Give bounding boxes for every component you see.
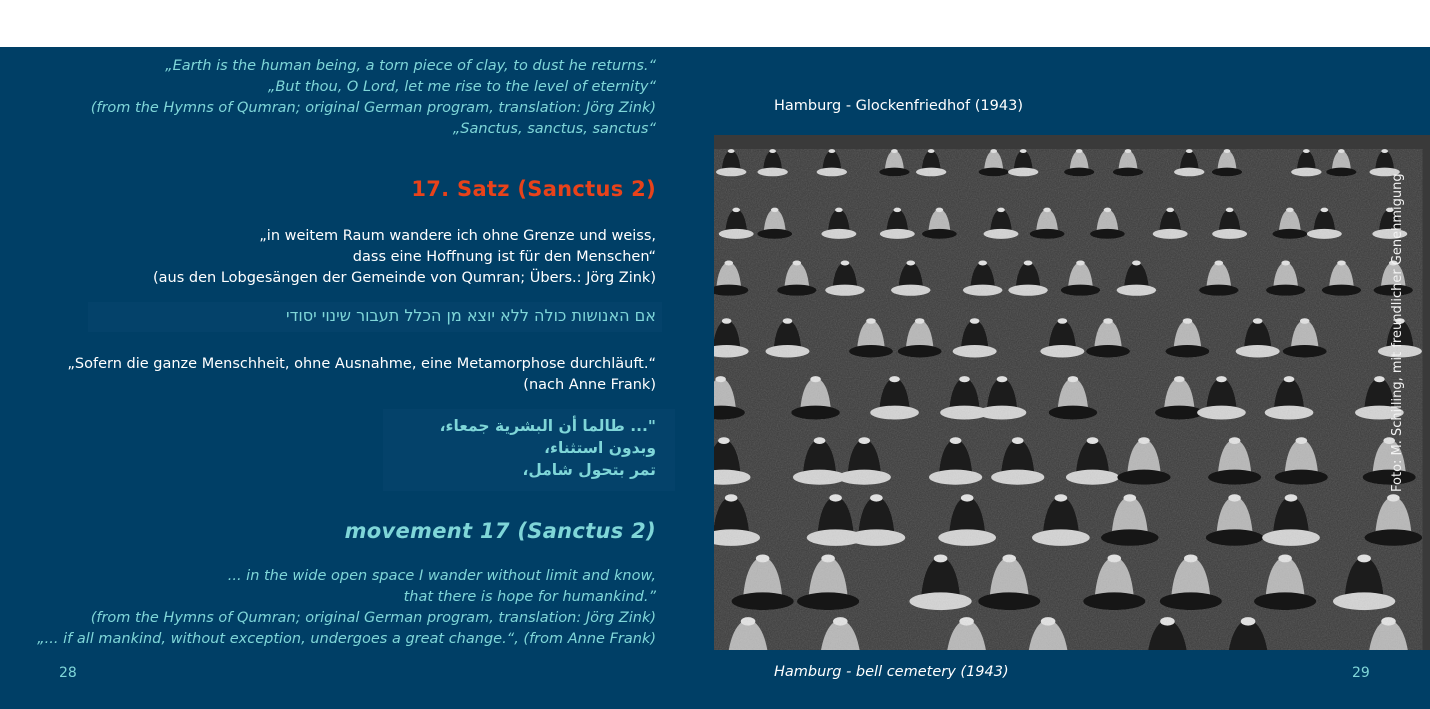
bell-crown: [1125, 149, 1132, 153]
bell-rim: [1262, 529, 1320, 545]
hebrew-text: אם האנושות כולה ללא יוצא מן הכלל תעבור שינוי יסודי: [286, 306, 656, 325]
bell-rim: [1307, 229, 1342, 239]
bell-rim: [922, 229, 957, 239]
frank-line: „Sofern die ganze Menschheit, ohne Ausnahme, eine Metamorphose durchläuft.“: [67, 356, 656, 372]
bell-crown: [1166, 208, 1174, 212]
bell-rim: [777, 285, 816, 296]
bell-rim: [991, 470, 1044, 485]
intro-line: (from the Hymns of Qumran; original German program, translation: Jörg Zink): [90, 100, 656, 116]
bell-crown: [741, 617, 756, 625]
bell-crown: [959, 617, 974, 625]
bell-crown: [1002, 555, 1016, 563]
bell-rim: [1206, 529, 1264, 545]
bell-crown: [1055, 494, 1068, 501]
bell-crown: [1087, 437, 1099, 444]
bell-rim: [1212, 229, 1247, 239]
bell-rim: [963, 285, 1002, 296]
bell-crown: [1286, 208, 1294, 212]
bell-crown: [829, 149, 836, 153]
bell-rim: [1064, 168, 1094, 177]
bell-rim: [1061, 285, 1100, 296]
bell-crown: [829, 494, 842, 501]
bell-rim: [821, 229, 856, 239]
bell-crown: [1024, 261, 1033, 266]
bell-crown: [1107, 555, 1121, 563]
bell-crown: [1076, 149, 1083, 153]
bell-crown: [1229, 437, 1241, 444]
bell-crown: [725, 494, 738, 501]
bell-rim: [879, 168, 909, 177]
bell-cemetery-photo: [714, 135, 1430, 650]
bell-rim: [870, 406, 919, 420]
bell-rim: [978, 406, 1027, 420]
bell-rim: [838, 470, 891, 485]
english-line: that there is hope for humankind.”: [403, 589, 656, 605]
bell-rim: [1272, 229, 1307, 239]
bell-crown: [732, 208, 740, 212]
bell-crown: [997, 376, 1008, 382]
bell-crown: [1020, 149, 1027, 153]
bell-crown: [769, 149, 776, 153]
bell-rim: [1197, 406, 1246, 420]
english-quote: [37, 566, 656, 650]
bell-rim: [1040, 345, 1084, 358]
bell-crown: [1160, 617, 1175, 625]
bell-rim: [898, 345, 942, 358]
bell-rim: [1153, 229, 1188, 239]
bell-crown: [906, 261, 915, 266]
english-line: (from the Hymns of Qumran; original German program, translation: Jörg Zink): [90, 610, 656, 626]
bell-crown: [835, 208, 843, 212]
bell-rim: [1291, 168, 1321, 177]
bell-rim: [719, 229, 754, 239]
bell-rim: [1165, 345, 1209, 358]
frank-line: (nach Anne Frank): [523, 377, 656, 393]
bell-rim: [732, 592, 794, 610]
page-number-left: 28: [59, 665, 77, 681]
bell-crown: [1104, 208, 1112, 212]
bell-crown: [1278, 555, 1292, 563]
bell-rim: [1101, 529, 1159, 545]
bell-rim: [978, 592, 1040, 610]
intro-english-quote: [91, 56, 656, 140]
bell-rim: [1266, 285, 1305, 296]
bell-rim: [1160, 592, 1222, 610]
bell-crown: [821, 555, 835, 563]
bell-crown: [997, 208, 1005, 212]
bell-rim: [953, 345, 997, 358]
bell-rim: [929, 470, 982, 485]
bell-rim: [849, 345, 893, 358]
bell-crown: [1253, 318, 1263, 324]
bell-rim: [1254, 592, 1316, 610]
bell-rim: [1030, 229, 1065, 239]
bell-crown: [1281, 261, 1290, 266]
page-number-right: 29: [1352, 665, 1370, 681]
bell-crown: [1174, 376, 1185, 382]
bell-crown: [1186, 149, 1193, 153]
bell-rim: [1265, 406, 1314, 420]
bell-crown: [783, 318, 793, 324]
bell-rim: [1275, 470, 1328, 485]
bell-crown: [722, 318, 732, 324]
bell-rim: [909, 592, 971, 610]
bell-rim: [1083, 592, 1145, 610]
intro-line: „But thou, O Lord, let me rise to the level of eternity“: [267, 79, 656, 95]
bell-rim: [765, 345, 809, 358]
arabic-line: "... طالما أن البشرية جمعاء،: [439, 417, 656, 435]
bell-crown: [893, 208, 901, 212]
bell-crown: [970, 318, 980, 324]
bell-crown: [1241, 617, 1256, 625]
bell-rim: [979, 168, 1009, 177]
bell-rim: [1236, 345, 1280, 358]
photo-credit: Foto: M. Schilling, mit freundlicher Genehmigung: [1390, 173, 1405, 492]
heading-german: 17. Satz (Sanctus 2): [411, 177, 656, 201]
bell-rim: [1117, 470, 1170, 485]
bell-rim: [1212, 168, 1242, 177]
bell-rim: [757, 229, 792, 239]
bell-cemetery-image: [714, 135, 1430, 650]
bell-rim: [817, 168, 847, 177]
bell-rim: [984, 229, 1019, 239]
bell-crown: [1381, 617, 1396, 625]
bell-crown: [936, 208, 944, 212]
bell-crown: [928, 149, 935, 153]
photo-caption-german: Hamburg - Glockenfriedhof (1943): [774, 98, 1023, 114]
bell-rim: [938, 529, 996, 545]
bell-crown: [1381, 149, 1388, 153]
german-line: „in weitem Raum wandere ich ohne Grenze und weiss,: [259, 228, 656, 244]
bell-crown: [1068, 376, 1079, 382]
bell-crown: [1284, 376, 1295, 382]
german-quote: [153, 226, 656, 289]
bell-crown: [1216, 376, 1227, 382]
bell-crown: [1103, 318, 1113, 324]
bell-rim: [825, 285, 864, 296]
bell-crown: [1374, 376, 1385, 382]
bell-crown: [978, 261, 987, 266]
bell-crown: [1337, 261, 1346, 266]
bell-rim: [1008, 168, 1038, 177]
bell-rim: [1086, 345, 1130, 358]
bell-rim: [1113, 168, 1143, 177]
booklet-spread: [0, 47, 1430, 709]
bell-crown: [1041, 617, 1056, 625]
bell-rim: [791, 406, 840, 420]
bell-crown: [771, 208, 779, 212]
left-page: [0, 47, 656, 709]
bell-crown: [858, 437, 870, 444]
bell-crown: [1138, 437, 1150, 444]
arabic-line: وبدون استثناء،: [544, 439, 656, 457]
bell-crown: [793, 261, 802, 266]
bell-rim: [880, 229, 915, 239]
bell-crown: [990, 149, 997, 153]
bell-crown: [833, 617, 848, 625]
bell-rim: [1049, 406, 1098, 420]
bell-crown: [1338, 149, 1345, 153]
bell-crown: [889, 376, 900, 382]
bell-crown: [1300, 318, 1310, 324]
bell-crown: [1184, 555, 1198, 563]
bell-crown: [728, 149, 735, 153]
english-line: ... in the wide open space I wander without limit and know,: [227, 568, 656, 584]
bell-crown: [866, 318, 876, 324]
german-line: (aus den Lobgesängen der Gemeinde von Qumran; Übers.: Jörg Zink): [153, 270, 656, 286]
bell-rim: [1155, 406, 1204, 420]
anne-frank-german: [67, 354, 656, 396]
bell-crown: [1183, 318, 1193, 324]
bell-rim: [797, 592, 859, 610]
bell-rim: [1208, 470, 1261, 485]
bell-rim: [716, 168, 746, 177]
bell-crown: [1387, 494, 1400, 501]
bell-crown: [756, 555, 770, 563]
bell-crown: [715, 376, 726, 382]
bell-crown: [891, 149, 898, 153]
bell-crown: [1076, 261, 1085, 266]
bell-crown: [724, 261, 733, 266]
bell-crown: [1226, 208, 1234, 212]
bell-crown: [961, 494, 974, 501]
bell-rim: [1322, 285, 1361, 296]
bell-crown: [1285, 494, 1298, 501]
bell-rim: [848, 529, 906, 545]
bell-rim: [1174, 168, 1204, 177]
bell-crown: [814, 437, 826, 444]
bell-rim: [1199, 285, 1238, 296]
intro-line: „Sanctus, sanctus, sanctus“: [452, 121, 656, 137]
arabic-line: تمر بتحول شامل،: [522, 461, 656, 479]
bell-crown: [1123, 494, 1136, 501]
bell-crown: [1224, 149, 1231, 153]
bell-crown: [950, 437, 962, 444]
bell-crown: [1303, 149, 1310, 153]
arabic-text: [440, 415, 656, 481]
bell-crown: [810, 376, 821, 382]
bell-crown: [841, 261, 850, 266]
bell-crown: [1228, 494, 1241, 501]
bell-crown: [870, 494, 883, 501]
bell-rim: [757, 168, 787, 177]
english-line: „... if all mankind, without exception, undergoes a great change.“, (from Anne Frank): [37, 631, 656, 647]
bell-crown: [1214, 261, 1223, 266]
bell-crown: [1043, 208, 1051, 212]
intro-line: „Earth is the human being, a torn piece of clay, to dust he returns.“: [165, 58, 656, 74]
bell-rim: [1090, 229, 1125, 239]
bell-crown: [915, 318, 925, 324]
bell-rim: [1008, 285, 1047, 296]
bell-crown: [1321, 208, 1329, 212]
bell-rim: [916, 168, 946, 177]
bell-rim: [1333, 592, 1395, 610]
bell-rim: [1066, 470, 1119, 485]
bell-rim: [1032, 529, 1090, 545]
bell-crown: [959, 376, 970, 382]
bell-crown: [718, 437, 730, 444]
bell-crown: [1132, 261, 1141, 266]
photo-caption-english: Hamburg - bell cemetery (1943): [774, 664, 1009, 680]
bell-crown: [1357, 555, 1371, 563]
bell-crown: [1058, 318, 1068, 324]
bell-rim: [1326, 168, 1356, 177]
bell-rim: [1283, 345, 1327, 358]
bell-crown: [1296, 437, 1308, 444]
bell-crown: [1012, 437, 1024, 444]
bell-rim: [891, 285, 930, 296]
bell-crown: [934, 555, 948, 563]
german-line: dass eine Hoffnung ist für den Menschen“: [352, 249, 656, 265]
heading-english: movement 17 (Sanctus 2): [344, 519, 656, 543]
bell-rim: [1365, 529, 1423, 545]
bell-rim: [1117, 285, 1156, 296]
